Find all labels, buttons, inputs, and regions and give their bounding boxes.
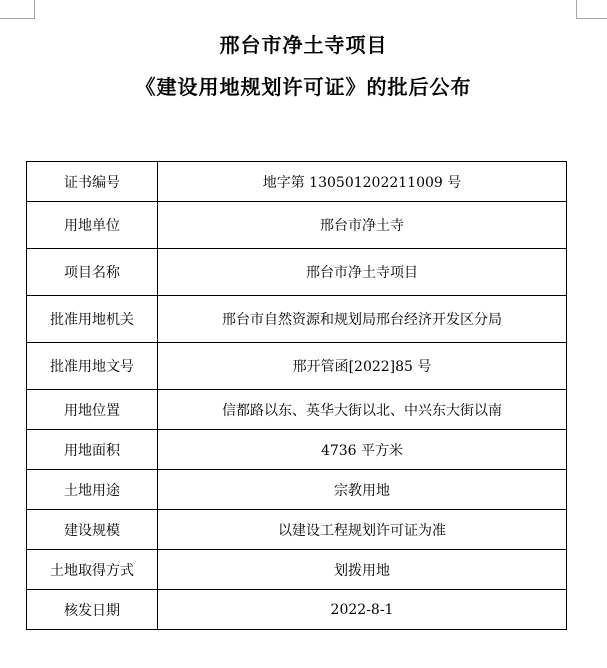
permit-info-table	[26, 161, 567, 630]
table-row-construction-scale	[27, 510, 567, 550]
document-title-line2: 《建设用地规划许可证》的批后公布	[135, 75, 472, 99]
document-title-line1: 邢台市净土寺项目	[219, 33, 388, 57]
row-value: 邢台市净土寺	[158, 202, 567, 249]
table-row-project-name	[27, 249, 567, 296]
row-label: 用地单位	[27, 202, 158, 249]
row-label: 土地用途	[27, 470, 158, 510]
table-row-issue-date	[27, 590, 567, 630]
table-row-land-location	[27, 390, 567, 430]
table-row-acquisition-method	[27, 550, 567, 590]
row-label: 土地取得方式	[27, 550, 158, 590]
page-corner-mark-left	[0, 0, 35, 19]
row-label: 批准用地机关	[27, 296, 158, 343]
row-value: 4736 平方米	[158, 430, 567, 470]
row-value: 以建设工程规划许可证为准	[158, 510, 567, 550]
row-label: 核发日期	[27, 590, 158, 630]
row-label: 用地面积	[27, 430, 158, 470]
table-row-approval-document	[27, 343, 567, 390]
row-value: 划拨用地	[158, 550, 567, 590]
row-value: 宗教用地	[158, 470, 567, 510]
table-row-approval-authority	[27, 296, 567, 343]
page-corner-mark-right	[576, 0, 607, 19]
table-row-land-use	[27, 470, 567, 510]
table-row-land-user	[27, 202, 567, 249]
row-label: 证书编号	[27, 162, 158, 202]
row-value: 地字第 130501202211009 号	[158, 162, 567, 202]
row-value: 2022-8-1	[158, 590, 567, 630]
row-label: 批准用地文号	[27, 343, 158, 390]
table-row-certificate-number	[27, 162, 567, 202]
row-value: 邢台市自然资源和规划局邢台经济开发区分局	[158, 296, 567, 343]
row-label: 用地位置	[27, 390, 158, 430]
row-value: 邢开管函[2022]85 号	[158, 343, 567, 390]
row-value: 信都路以东、英华大街以北、中兴东大街以南	[158, 390, 567, 430]
row-label: 项目名称	[27, 249, 158, 296]
table-row-land-area	[27, 430, 567, 470]
row-value: 邢台市净土寺项目	[158, 249, 567, 296]
row-label: 建设规模	[27, 510, 158, 550]
